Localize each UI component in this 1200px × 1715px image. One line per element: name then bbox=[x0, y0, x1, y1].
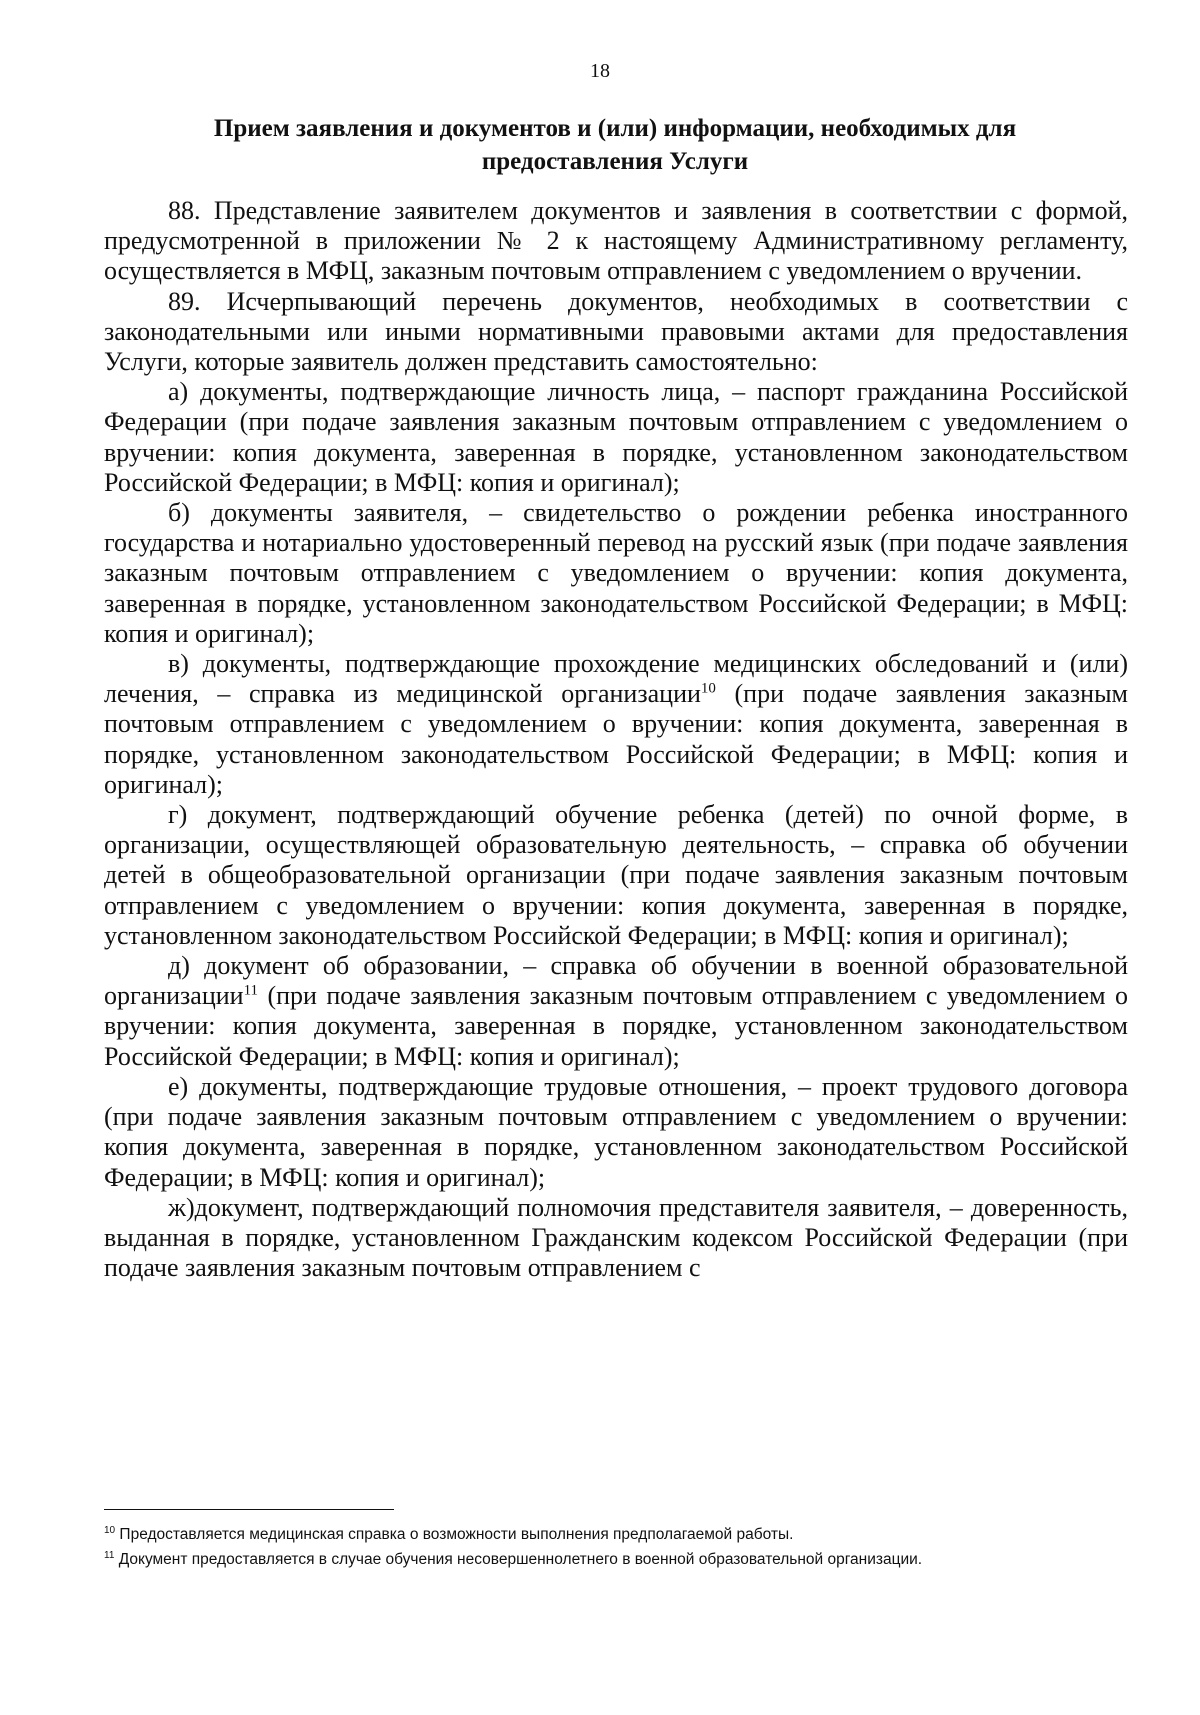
footnote-text: Предоставляется медицинская справка о возможности выполнения предполагаемой работы. bbox=[115, 1526, 794, 1543]
footnote-separator bbox=[104, 1509, 394, 1510]
footnote-10 bbox=[104, 1522, 1128, 1547]
list-item-v-text: в) документы, подтверждающие прохождение медицинских обследований и (или) лечения, – справка из медицинской организации bbox=[104, 649, 1128, 709]
list-item-d-text: д) документ об образовании, – справка об обучении в военной образовательной организации bbox=[104, 951, 1128, 1011]
paragraph-88: 88. Представление заявителем документов и заявления в соответствии с формой, предусмотренной в приложении № 2 к настоящему Административному регламенту, осуществляется в МФЦ, заказным почтовым отправлением с уведомлением о вручении. bbox=[104, 196, 1128, 286]
list-item-d bbox=[104, 951, 1128, 1072]
list-item-g: г) документ, подтверждающий обучение ребенка (детей) по очной форме, в организации, осуществляющей образовательную деятельность, – справка об обучении детей в общеобразовательной организации (при подаче заявления заказным почтовым отправлением с уведомлением о вручении: копия документа, заверенная в порядке, установленном законодательством Российской Федерации; в МФЦ: копия и оригинал); bbox=[104, 800, 1128, 950]
footnote-text: Документ предоставляется в случае обучения несовершеннолетнего в военной образовательной организации. bbox=[114, 1551, 923, 1568]
list-item-zh: ж)документ, подтверждающий полномочия представителя заявителя, – доверенность, выданная в порядке, установленном Гражданским кодексом Российской Федерации (при подаче заявления заказным почтовым отправлением с bbox=[104, 1192, 1128, 1283]
footnote-number: 10 bbox=[104, 1524, 116, 1536]
footnote-ref-10: 10 bbox=[700, 680, 716, 697]
list-item-a: а) документы, подтверждающие личность лица, – паспорт гражданина Российской Федерации (при подаче заявления заказным почтовым отправлением с уведомлением о вручении: копия документа, заверенная в порядке, установленном законодательством Российской Федерации; в МФЦ: копия и оригинал); bbox=[104, 377, 1128, 497]
footnote-number: 11 bbox=[104, 1549, 115, 1561]
list-item-e: е) документы, подтверждающие трудовые отношения, – проект трудового договора (при подаче заявления заказным почтовым отправлением с уведомлением о вручении: копия документа, заверенная в порядке, установленном законодательством Российской Федерации; в МФЦ: копия и оригинал); bbox=[104, 1071, 1128, 1192]
list-item-v bbox=[104, 649, 1128, 800]
section-heading: Прием заявления и документов и (или) информации, необходимых для предоставления Услуги bbox=[213, 115, 1017, 175]
list-item-d-text-cont: (при подаче заявления заказным почтовым отправлением с уведомлением о вручении: копия документа, заверенная в порядке, установленном законодательством Российской Федерации; в МФЦ: копия и оригинал); bbox=[104, 981, 1128, 1071]
page-number: 18 bbox=[590, 60, 610, 82]
footnotes bbox=[104, 1522, 1128, 1572]
footnote-ref-11: 11 bbox=[243, 982, 259, 999]
list-item-b: б) документы заявителя, – свидетельство о рождении ребенка иностранного государства и нотариально удостоверенный перевод на русский язык (при подаче заявления заказным почтовым отправлением с уведомлением о вручении: копия документа, заверенная в порядке, установленном законодательством Российской Федерации; в МФЦ: копия и оригинал); bbox=[104, 498, 1128, 648]
paragraph-89: 89. Исчерпывающий перечень документов, необходимых в соответствии с законодательными или иными нормативными правовыми актами для предоставления Услуги, которые заявитель должен представить самостоятельно: bbox=[104, 286, 1128, 377]
document-body bbox=[104, 196, 1128, 1283]
list-item-v-text-cont: (при подаче заявления заказным почтовым отправлением с уведомлением о вручении: копия документа, заверенная в порядке, установленном законодательством Российской Федерации; в МФЦ: копия и оригинал); bbox=[104, 679, 1129, 799]
footnote-11 bbox=[104, 1547, 1128, 1572]
